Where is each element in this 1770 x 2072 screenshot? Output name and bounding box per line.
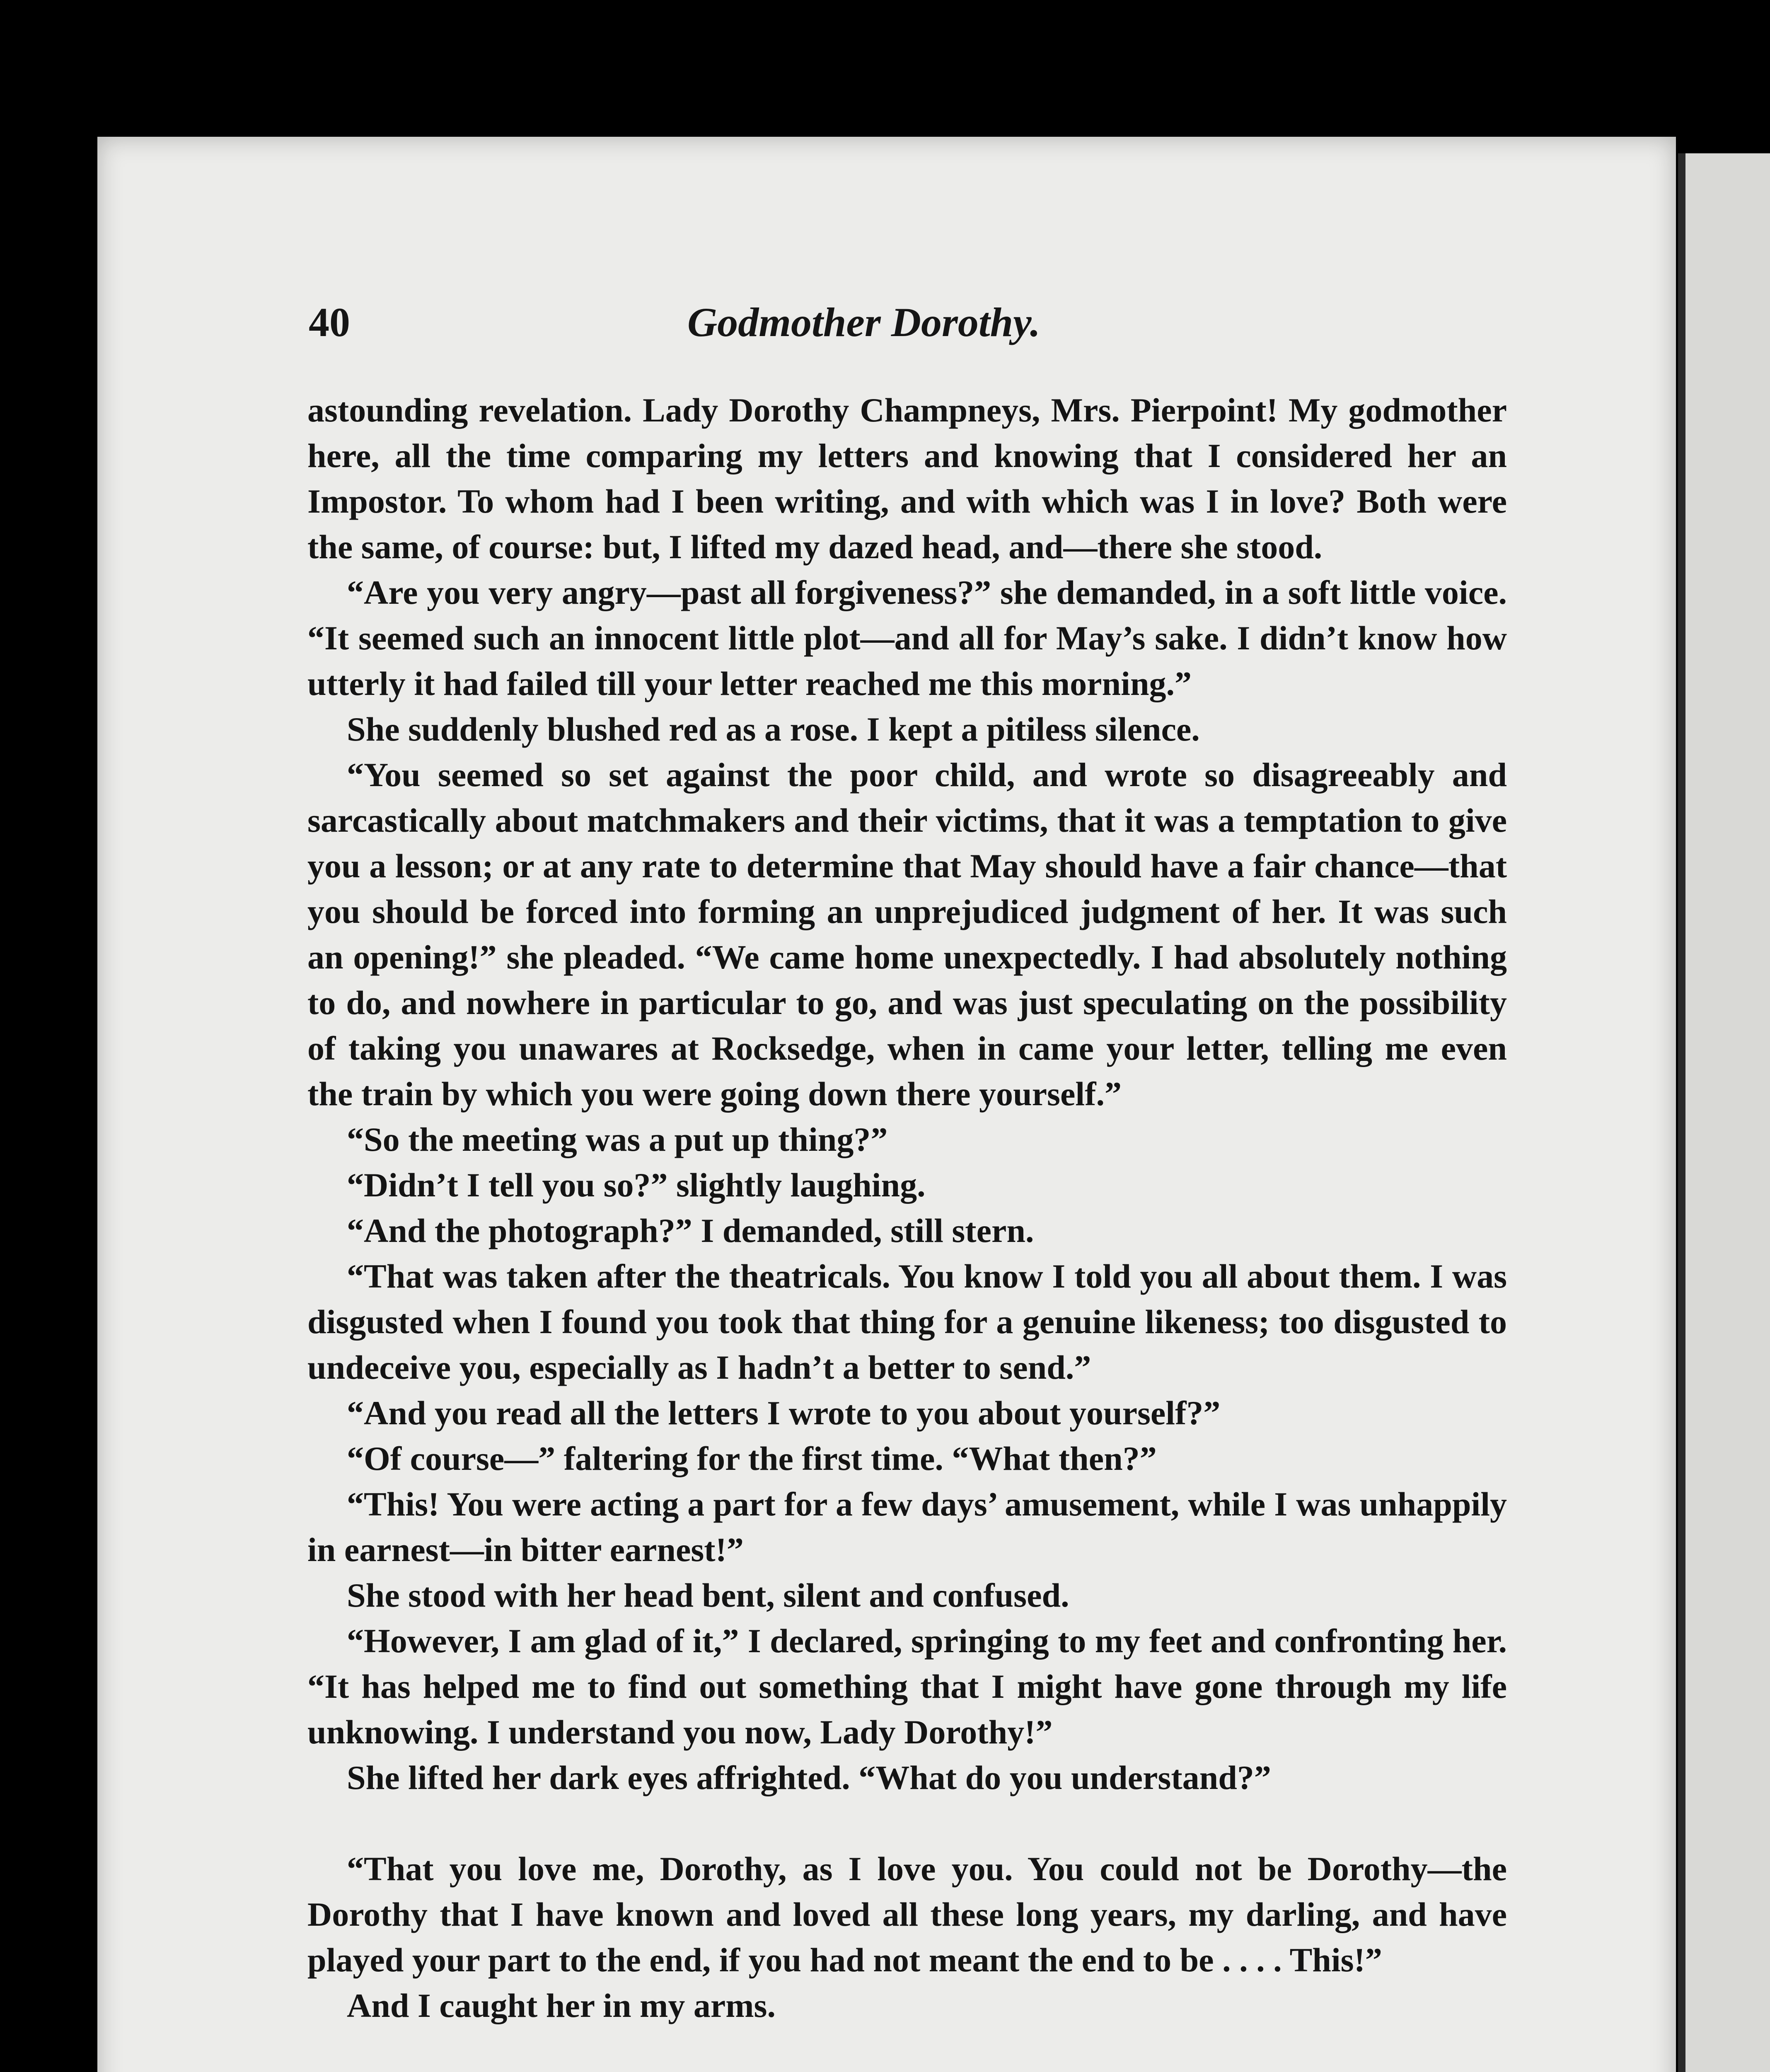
paragraph: “You seemed so set against the poor child, and wrote so disagreeably and sarcastically about matchmakers and their victims, that it was a temptation to give you a lesson; or at any rate to determine that May should have a fair chance—that you should be forced into forming an unprejudiced judgment of her. It was such an opening!” she pleaded. “We came home unexpectedly. I had absolutely nothing to do, and nowhere in particular to go, and was just speculating on the possibility of taking you unawares at Rocksedge, when in came your letter, telling me even the train by which you were going down there yourself.” [307, 756, 1507, 1113]
paragraph: “That you love me, Dorothy, as I love you. You could not be Dorothy—the Dorothy that I have known and loved all these long years, my darling, and have played your part to the end, if you had not meant the end to be . . . . This!” [307, 1850, 1507, 1979]
paragraph: She suddenly blushed red as a rose. I kept a pitiless silence. [347, 710, 1200, 748]
paragraph: “And the photograph?” I demanded, still stern. [347, 1212, 1034, 1249]
running-title: Godmother Dorothy. [687, 299, 1040, 345]
paragraph: astounding revelation. Lady Dorothy Champneys, Mrs. Pierpoint! My godmother here, all the time comparing my letters and knowing that I considered her an Impostor. To whom had I been writing, and with which was I in love? Both were the same, of course: but, I lifted my dazed head, and—there she stood. [307, 391, 1507, 566]
page-header [211, 298, 1516, 352]
paragraph: “Of course—” faltering for the first time. “What then?” [347, 1440, 1157, 1477]
paragraph: “So the meeting was a put up thing?” [347, 1121, 888, 1158]
body-text [307, 387, 1507, 2028]
page-number: 40 [309, 299, 350, 345]
paragraph: She stood with her head bent, silent and confused. [347, 1576, 1069, 1614]
paragraph: “Didn’t I tell you so?” slightly laughing. [347, 1166, 926, 1204]
paragraph: “That was taken after the theatricals. You know I told you all about them. I was disgusted when I found you took that thing for a genuine likeness; too disgusted to undeceive you, especially as I hadn’t a better to send.” [307, 1257, 1507, 1386]
paragraph: “This! You were acting a part for a few days’ amusement, while I was unhappily in earnest—in bitter earnest!” [307, 1485, 1507, 1569]
paragraph: She lifted her dark eyes affrighted. “What do you understand?” [347, 1759, 1271, 1796]
paragraph: “And you read all the letters I wrote to you about yourself?” [347, 1394, 1221, 1432]
paragraph: “Are you very angry—past all forgiveness?” she demanded, in a soft little voice. “It seemed such an innocent little plot—and all for May’s sake. I didn’t know how utterly it had failed till your letter reached me this morning.” [307, 574, 1507, 702]
facing-page-edge [1678, 153, 1770, 2072]
paragraph: “However, I am glad of it,” I declared, springing to my feet and confronting her. “It has helped me to find out something that I might have gone through my life unknowing. I understand you now, Lady Dorothy!” [307, 1622, 1507, 1751]
paragraph: And I caught her in my arms. [347, 1987, 776, 2024]
